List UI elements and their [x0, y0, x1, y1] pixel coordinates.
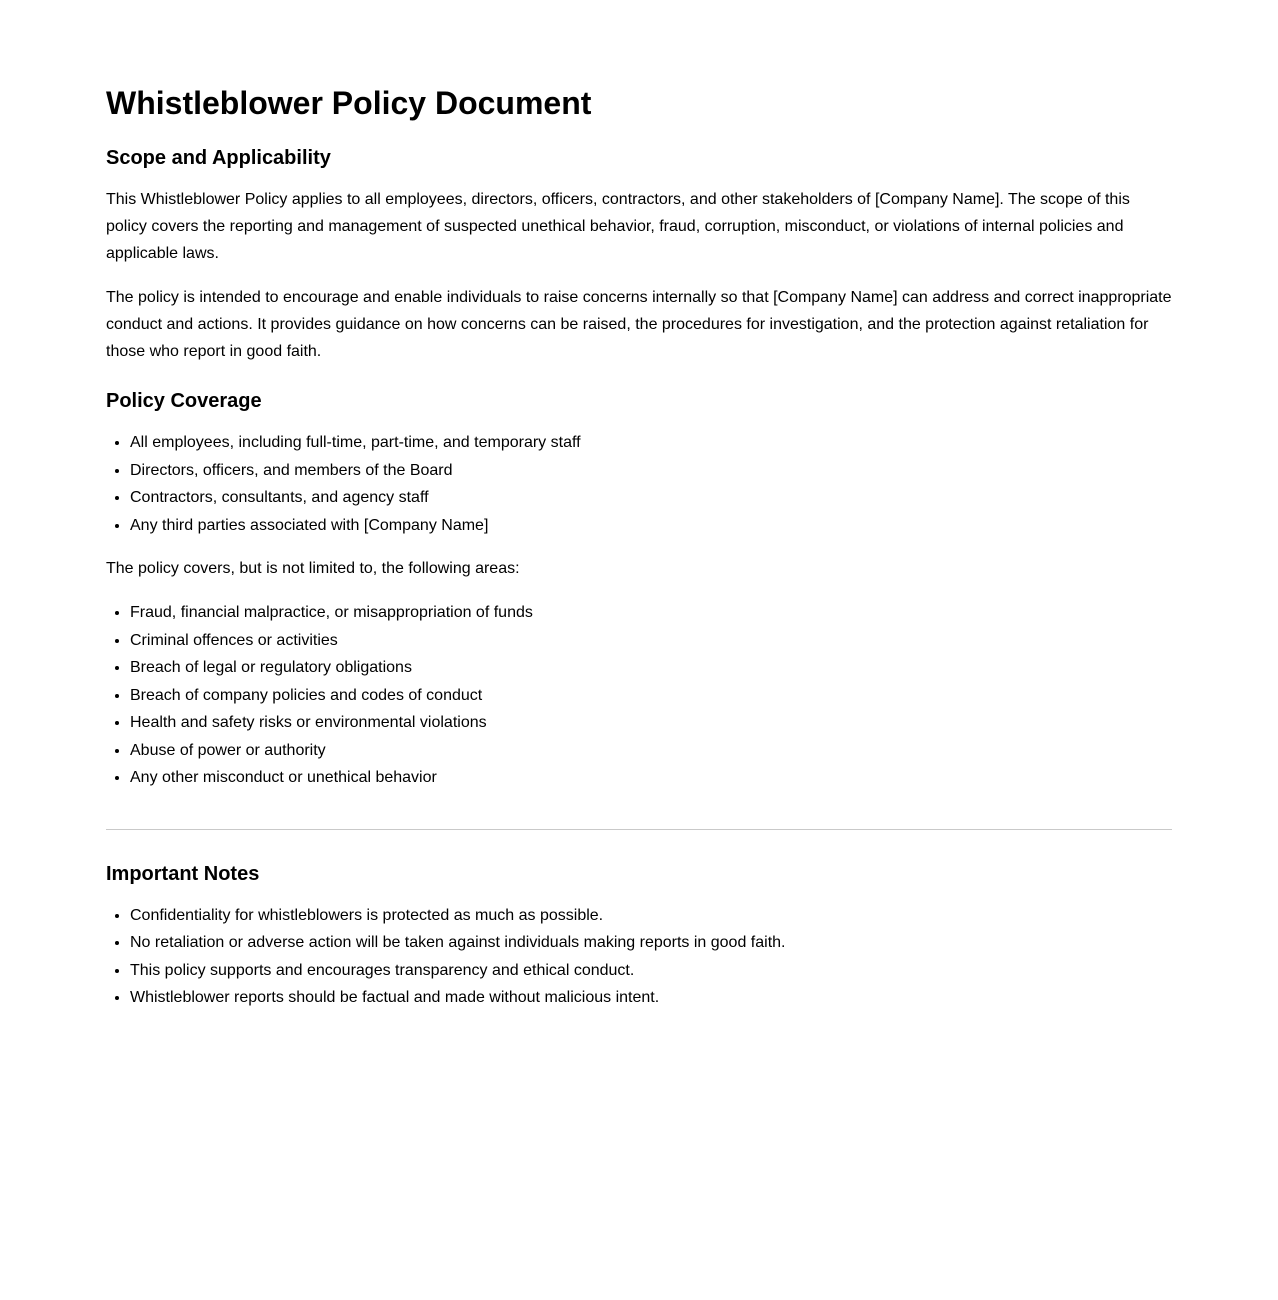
list-item: • Whistleblower reports should be factual and made without malicious intent.: [130, 984, 1172, 1012]
list-item: • Breach of legal or regulatory obligations: [130, 654, 1172, 682]
list-item: • This policy supports and encourages transparency and ethical conduct.: [130, 957, 1172, 985]
coverage-areas-list: [106, 599, 1172, 792]
list-item: • Directors, officers, and members of the Board: [130, 457, 1172, 485]
list-item: • Any third parties associated with [Company Name]: [130, 512, 1172, 540]
list-item: • All employees, including full-time, part-time, and temporary staff: [130, 429, 1172, 457]
paragraph-scope-1: This Whistleblower Policy applies to all employees, directors, officers, contractors, and other stakeholders of [Company Name]. The scope of this policy covers the reporting and management of suspected unethical behavior, fraud, corruption, misconduct, or violations of internal policies and applicable laws.: [106, 191, 1130, 263]
paragraph-areas-intro: The policy covers, but is not limited to, the following areas:: [106, 560, 520, 578]
important-notes-list: [106, 902, 1172, 1012]
heading-important-notes: Important Notes: [106, 862, 260, 885]
list-item: • Criminal offences or activities: [130, 627, 1172, 655]
list-item: • Any other misconduct or unethical behavior: [130, 764, 1172, 792]
coverage-who-list: [106, 429, 1172, 539]
list-item: • Abuse of power or authority: [130, 737, 1172, 765]
list-item: • Health and safety risks or environmental violations: [130, 709, 1172, 737]
list-item: • Fraud, financial malpractice, or misappropriation of funds: [130, 599, 1172, 627]
section-divider: [106, 829, 1172, 830]
list-item: • Contractors, consultants, and agency staff: [130, 484, 1172, 512]
list-item: • Confidentiality for whistleblowers is protected as much as possible.: [130, 902, 1172, 930]
paragraph-scope-2: The policy is intended to encourage and enable individuals to raise concerns internally so that [Company Name] can address and correct inappropriate conduct and actions. It provides guidance on how concerns can be raised, the procedures for investigation, and the protection against retaliation for those who report in good faith.: [106, 289, 1172, 361]
list-item: • Breach of company policies and codes of conduct: [130, 682, 1172, 710]
heading-policy-coverage: Policy Coverage: [106, 390, 262, 413]
list-item: • No retaliation or adverse action will be taken against individuals making reports in good faith.: [130, 929, 1172, 957]
heading-scope-and-applicability: Scope and Applicability: [106, 147, 331, 170]
page-title: Whistleblower Policy Document: [106, 85, 592, 121]
